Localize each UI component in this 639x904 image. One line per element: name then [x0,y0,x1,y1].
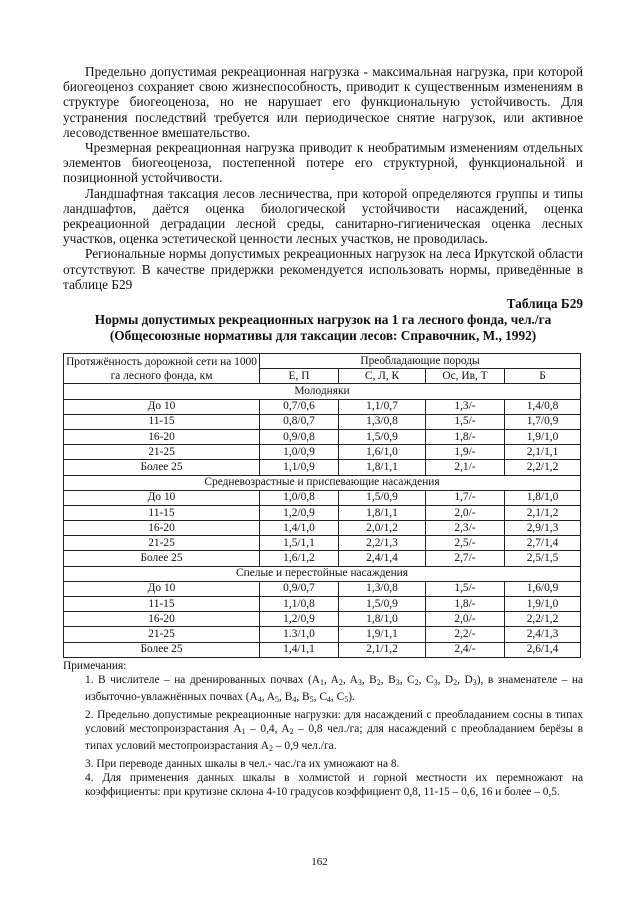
load-value-cell: 1,1/0,8 [260,597,339,612]
notes-title: Примечания: [63,659,127,672]
load-value-cell: 1,8/1,0 [505,490,581,505]
load-value-cell: 1,9/1,0 [505,429,581,444]
load-value-cell: 0,7/0,6 [260,399,339,414]
group-title: Молодняки [64,384,581,399]
load-value-cell: 2,7/1,4 [505,536,581,551]
load-value-cell: 1,7/- [426,490,505,505]
page-content [63,64,583,799]
note-2: 2. Предельно допустимые рекреационные нагрузки: для насаждений с преобладанием сосны в типах условий местопроизрастания $A_1 - 0,4$, $A_2 - 0,8$ чел./га; для насаждений с преобладанием берёзы в типах условий местопроизрастания $A_2 - 0,9$ чел./га. [85,708,583,754]
load-value-cell: 2,2/1,3 [339,536,426,551]
header-species-col: С, Л, К [339,369,426,384]
road-range-cell: 21-25 [64,536,260,551]
load-value-cell: 0,9/0,8 [260,429,339,444]
note-3: 3. При переводе данных шкалы в чел.- час./га их умножают на 8. [85,757,400,770]
load-value-cell: 2,2/1,2 [505,612,581,627]
table-row [64,399,581,414]
load-value-cell: 1,9/- [426,445,505,460]
load-value-cell: 2,4/1,3 [505,627,581,642]
road-range-cell: 16-20 [64,429,260,444]
load-value-cell: 1,2/0,9 [260,612,339,627]
table-row [64,597,581,612]
load-value-cell: 1,5/1,1 [260,536,339,551]
table-number: Таблица Б29 [506,296,583,312]
table-row [64,414,581,429]
table-row [64,505,581,520]
load-value-cell: 0,9/0,7 [260,581,339,596]
load-value-cell: 1,3/0,8 [339,581,426,596]
note-4: 4. Для применения данных шкалы в холмистой и горной местности их перемножают на коэффициенты: при крутизне склона 4-10 градусов коэффициент 0,8, 11-15 – 0,6, 16 и более – 0,5. [85,771,583,799]
table-row [64,490,581,505]
load-value-cell: 1,4/1,0 [260,521,339,536]
road-range-cell: Более 25 [64,551,260,566]
road-range-cell: 16-20 [64,612,260,627]
load-value-cell: 2,5/1,5 [505,551,581,566]
load-value-cell: 1,8/1,1 [339,505,426,520]
load-value-cell: 1,4/0,8 [505,399,581,414]
load-value-cell: 2,9/1,3 [505,521,581,536]
paragraph-4: Региональные нормы допустимых рекреационных нагрузок на леса Иркутской области отсутствуют. В качестве придержки рекомендуется использовать нормы, приведённые в таблице Б29 [63,246,583,292]
load-value-cell: 1,5/- [426,414,505,429]
table-row [64,460,581,475]
load-value-cell: 2,4/- [426,642,505,657]
paragraph-1: Предельно допустимая рекреационная нагрузка - максимальная нагрузка, при которой биогеоценоз сохраняет свою жизнеспособность, приводит к существенным изменениям в структуре биогеоценоза, но не нарушает его функциональную устойчивость. Для устранения последствий требуется или периодическое снятие нагрузок, или активное лесоводственное вмешательство. [63,64,583,140]
table-row [64,521,581,536]
load-value-cell: 1,1/0,7 [339,399,426,414]
header-road-network: Протяжённость дорожной сети на 1000 га лесного фонда, км [64,354,260,384]
table-row [64,581,581,596]
load-value-cell: 1,5/- [426,581,505,596]
load-value-cell: 2,0/- [426,505,505,520]
header-dominant-species: Преобладающие породы [260,354,581,369]
load-value-cell: 1,6/1,2 [260,551,339,566]
table-body [64,384,581,657]
road-range-cell: Более 25 [64,460,260,475]
load-value-cell: 1,3/0,8 [339,414,426,429]
load-value-cell: 1,0/0,9 [260,445,339,460]
road-range-cell: 21-25 [64,445,260,460]
load-value-cell: 2,5/- [426,536,505,551]
load-value-cell: 1,9/1,1 [339,627,426,642]
load-value-cell: 1,6/1,0 [339,445,426,460]
load-value-cell: 2,1/1,1 [505,445,581,460]
load-value-cell: 2,1/- [426,460,505,475]
load-value-cell: 1,3/- [426,399,505,414]
load-value-cell: 1,9/1,0 [505,597,581,612]
load-value-cell: 1,4/1,1 [260,642,339,657]
table-row [64,627,581,642]
road-range-cell: 11-15 [64,505,260,520]
group-title: Спелые и перестойные насаждения [64,566,581,581]
load-value-cell: 1,5/0,9 [339,597,426,612]
header-species-col: Б [505,369,581,384]
table-row [64,429,581,444]
load-value-cell: 1,8/- [426,429,505,444]
load-value-cell: 1,6/0,9 [505,581,581,596]
page-number: 162 [311,856,328,868]
header-species-col: Ос, Ив, Т [426,369,505,384]
load-value-cell: 2,1/1,2 [339,642,426,657]
road-range-cell: 11-15 [64,597,260,612]
road-range-cell: До 10 [64,490,260,505]
paragraph-3: Ландшафтная таксация лесов лесничества, при которой определяются группы и типы ландшафтов, даётся оценка биологической устойчивости насаждений, оценка рекреационной деградации лесной среды, санитарно-гигиеническая оценка лесных участков, оценка эстетической ценности лесных участков, не проводилась. [63,185,583,247]
load-value-cell: 1,5/0,9 [339,490,426,505]
load-value-cell: 1.3/1,0 [260,627,339,642]
table-row [64,612,581,627]
table-row [64,551,581,566]
load-value-cell: 2,4/1,4 [339,551,426,566]
table-row [64,642,581,657]
road-range-cell: До 10 [64,399,260,414]
load-value-cell: 2,2/- [426,627,505,642]
load-value-cell: 0,8/0,7 [260,414,339,429]
road-range-cell: Более 25 [64,642,260,657]
load-value-cell: 2,3/- [426,521,505,536]
load-value-cell: 1,7/0,9 [505,414,581,429]
load-value-cell: 1,8/- [426,597,505,612]
notes-section [63,659,583,800]
header-species-col: Е, П [260,369,339,384]
road-range-cell: До 10 [64,581,260,596]
road-range-cell: 11-15 [64,414,260,429]
group-title: Средневозрастные и приспевающие насаждения [64,475,581,490]
norms-table [63,353,581,658]
table-row [64,536,581,551]
paragraph-2: Чрезмерная рекреационная нагрузка приводит к необратимым изменениям отдельных элементов биогеоценоза, постепенной потере его структурной, функциональной и позиционной устойчивости. [63,140,583,186]
load-value-cell: 1,1/0,9 [260,460,339,475]
load-value-cell: 1,2/0,9 [260,505,339,520]
load-value-cell: 1,8/1,0 [339,612,426,627]
load-value-cell: 1,8/1,1 [339,460,426,475]
table-row [64,445,581,460]
note-1: 1. В числителе – на дренированных почвах ($A_1$, $A_2$, $A_3$, $B_2$, $B_3$, $C_2$, $C_3$, $D_2$, $D_3$), в знаменателе – на избыточно-увлажнённых почвах ($A_4$, $A_5$, $B_4$, $B_5$, $C_4$, $C_5$). [85,674,584,705]
road-range-cell: 21-25 [64,627,260,642]
load-value-cell: 1,0/0,8 [260,490,339,505]
load-value-cell: 2,2/1,2 [505,460,581,475]
road-range-cell: 16-20 [64,521,260,536]
load-value-cell: 2,0/- [426,612,505,627]
load-value-cell: 2,6/1,4 [505,642,581,657]
table-title-line-2: (Общесоюзные нормативы для таксации лесов: Справочник, М., 1992) [109,328,537,344]
load-value-cell: 2,0/1,2 [339,521,426,536]
load-value-cell: 2,1/1,2 [505,505,581,520]
load-value-cell: 2,7/- [426,551,505,566]
load-value-cell: 1,5/0,9 [339,429,426,444]
table-title-line-1: Нормы допустимых рекреационных нагрузок на 1 га лесного фонда, чел./га [94,312,552,328]
